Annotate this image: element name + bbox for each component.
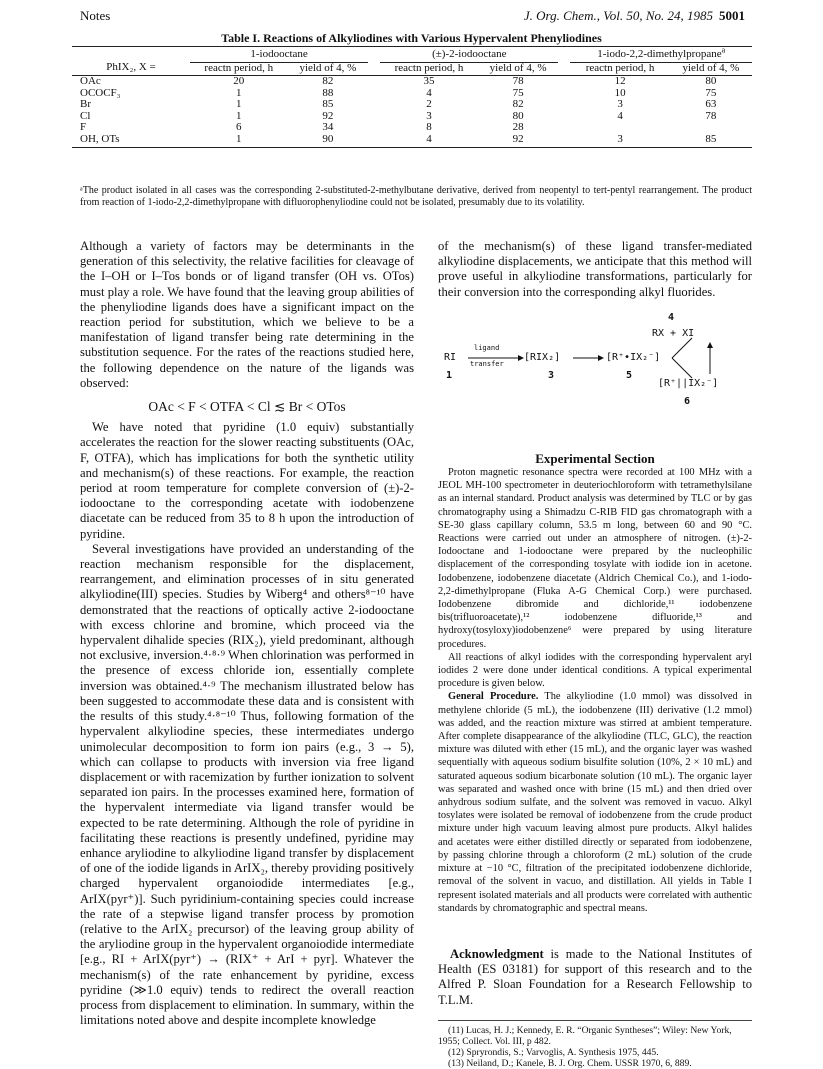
row-label: OAc bbox=[80, 75, 101, 87]
page-number: 5001 bbox=[719, 8, 745, 23]
table-cell: 34 bbox=[322, 121, 334, 133]
row-label: Cl bbox=[80, 109, 91, 122]
table-cell: 8 bbox=[426, 121, 432, 133]
paragraph: All reactions of alkyl iodides with the corresponding hypervalent aryl iodides 2 were done under identical conditions. A typical experimental procedure is given below. bbox=[438, 651, 752, 690]
references bbox=[438, 1020, 752, 1069]
left-column bbox=[80, 239, 414, 1028]
arrow-head bbox=[598, 355, 604, 361]
table-footnote: ᵃThe product isolated in all cases was the corresponding 2-substituted-2-methylbutane derivative, derived from neopentyl to tert-pentyl rearrangement. The product from reaction of 1-iodo-2,2-dimethylpropane with difluorophenyliodine could not be isolated, presumably due to its volatility. bbox=[80, 185, 752, 208]
intermediate-6: [R⁺||IX₂⁻] bbox=[658, 378, 719, 389]
compound-number-3: 3 bbox=[548, 370, 555, 381]
table-cell: 20 bbox=[233, 75, 245, 87]
group-header-2: (±)-2-iodooctane bbox=[380, 47, 558, 63]
row-label: OCOCF₃ bbox=[80, 86, 121, 99]
table-cell: 28 bbox=[512, 121, 524, 133]
group-header-3: 1-iodo-2,2-dimethylpropane$^a$ bbox=[570, 47, 752, 63]
sub-header: yield of 4, % bbox=[478, 62, 559, 76]
paragraph: Several investigations have provided an understanding of the reaction mechanism responsible for the displacement, rearrangement, and elimination processes of in situ generated alkyliodine(III) species. Studies by Wiberg⁴ and others⁸⁻¹⁰ have demonstrated that the reactions of optically active 2-iodooctane with excess chlorine and bromine, which proceed via the hypervalent dihalide species (RIX₂), yield predominant, although not exclusive, inversion.⁴·⁸·⁹ When chlorination was performed in the presence of excess chloride ion, essentially complete inversion was obtained.⁴·⁹ The mechanism illustrated below has been suggested to accommodate these data and is consistent with the results of this study.⁴·⁸⁻¹⁰ Thus, following formation of the hypervalent alkyliodine species, these intermediates undergo unimolecular decomposition to form ion pairs (e.g., 3 → 5), which can collapse to products with inversion via free ligand displacement or with racemization by further ionization to solvent separated ion pairs. In the processes examined here, formation of the hypervalent intermediate via ligand transfer would be expected to be rate determining. Although the role of pyridine in facilitating these reactions is presently undefined, pyridine may enhance aryliodine to alkyliodine ligand transfer by displacement of one of the iodide ligands in ArIX₂, thereby providing positively charged hypervalent organoiodide intermediates [e.g., ArIX(pyr⁺)]. Such pyridinium-containing species could increase the rate of a stepwise ligand transfer process by promotion (relative to the ArIX₂ precursor) of the leaving group ability of the aryliodine group in the hypervalent organoiodide intermediate [e.g., RI + ArIX(pyr⁺) → (RIX⁺ + ArI + pyr]. Whatever the mechanism(s) of the rate enhancement by pyridine, excess pyridine (≫1.0 equiv) tends to redirect the overall reaction process from displacement to elimination. In summary, within the limitations noted above and despite incomplete knowledge bbox=[80, 541, 414, 1028]
spacer-cell bbox=[368, 76, 380, 88]
table-cell: 12 bbox=[614, 75, 626, 87]
table-cell: 80 bbox=[512, 109, 524, 122]
compound-number-5: 5 bbox=[626, 370, 633, 381]
running-head-left: Notes bbox=[80, 8, 111, 23]
table-body bbox=[72, 76, 752, 148]
results-table bbox=[72, 46, 752, 148]
running-head-right bbox=[524, 8, 745, 24]
table-cell: 82 bbox=[322, 75, 334, 87]
table-corner bbox=[72, 47, 190, 63]
row-header: PhIX₂, X = bbox=[72, 62, 190, 76]
table-cell: 78 bbox=[512, 75, 524, 87]
table-row bbox=[72, 134, 752, 148]
table-cell: 4 bbox=[426, 86, 432, 99]
compound-number-1: 1 bbox=[446, 370, 453, 381]
table-cell: 75 bbox=[705, 86, 717, 99]
table-cell: 6 bbox=[236, 121, 242, 133]
sub-header: yield of 4, % bbox=[670, 62, 752, 76]
ligand-order-equation: OAc < F < OTFA < Cl ≲ Br < OTos bbox=[148, 399, 346, 415]
row-label: F bbox=[80, 121, 87, 133]
spacer-cell bbox=[368, 111, 380, 123]
table-row bbox=[72, 99, 752, 111]
right-column-top bbox=[438, 239, 752, 300]
table-cell: 3 bbox=[617, 98, 623, 110]
compound-number-4: 4 bbox=[668, 312, 675, 323]
sub-header: yield of 4, % bbox=[288, 62, 369, 76]
table-cell: 92 bbox=[322, 109, 334, 122]
arrow-label-bottom: transfer bbox=[470, 360, 504, 368]
paragraph: Acknowledgment is made to the National Institutes of Health (ES 03181) for support of this research and to the Alfred P. Sloan Foundation for a Research Fellowship to T.L.M. bbox=[438, 947, 752, 1007]
table-cell: 80 bbox=[705, 75, 717, 87]
spacer-cell bbox=[558, 122, 570, 134]
paragraph: of the mechanism(s) of these ligand transfer-mediated alkyliodine displacements, we anticipate that this method will prove useful in alkyliodine transformations, particularly for their conversion into the corresponding alkyl fluorides. bbox=[438, 239, 752, 299]
arrow-head bbox=[707, 342, 713, 348]
sub-header: reactn period, h bbox=[570, 62, 669, 76]
spacer-cell bbox=[558, 134, 570, 148]
paragraph: Proton magnetic resonance spectra were recorded at 100 MHz with a JEOL MH-100 spectrometer in deuteriochloroform with tetramethylsilane as an internal standard. Product analysis was determined by TLC or by gas chromatography using a Shimadzu C-RIB FID gas chromatograph with a SE-30 glass capillary column, 53.5 m long, between 60 and 90 °C. Reactions were carried out under an atmosphere of nitrogen. (±)-2-Iodooctane and 1-iodooctane were prepared by the nucleophilic displacement of the corresponding tosylate with iodide ion in acetone. Iodobenzene, iodobenzene diacetate (Aldrich Chemical Co.), and 1-iodo-2,2-dimethylpropane (Fluka A-G Chemical Corp.) were purchased. Iodobenzene dibromide and dichloride,¹¹ iodobenzene bis(trifluoroacetate),¹² iodobenzene difluoride,¹³ and hydroxy(tosyloxy)iodobenzene⁶ were prepared by using literature procedures. bbox=[438, 467, 752, 650]
table-cell: 63 bbox=[705, 98, 717, 110]
spacer-cell bbox=[368, 134, 380, 148]
compound-number-6: 6 bbox=[684, 396, 691, 407]
table-cell: 1 bbox=[236, 109, 242, 122]
spacer-cell bbox=[368, 88, 380, 100]
reference: (13) Neiland, D.; Kanele, B. J. Org. Chem. USSR 1970, 6, 889. bbox=[448, 1058, 692, 1069]
group-header-1: 1-iodooctane bbox=[190, 47, 368, 63]
table-row bbox=[72, 88, 752, 100]
table-cell: 3 bbox=[570, 134, 669, 148]
table-row bbox=[72, 76, 752, 88]
intermediate-3: [RIX₂] bbox=[524, 352, 561, 363]
table-cell: 92 bbox=[478, 134, 559, 148]
table-cell: 10 bbox=[614, 86, 626, 99]
table-cell: 88 bbox=[322, 86, 334, 99]
intermediate-5: [R⁺•IX₂⁻] bbox=[606, 352, 661, 363]
table-cell bbox=[570, 122, 669, 134]
table-cell: 1 bbox=[236, 86, 242, 99]
acknowledgment bbox=[438, 947, 752, 1008]
journal-citation: J. Org. Chem., Vol. 50, No. 24, 1985 bbox=[523, 8, 713, 23]
spacer-cell bbox=[558, 99, 570, 111]
table-row bbox=[72, 122, 752, 134]
paragraph: We have noted that pyridine (1.0 equiv) substantially accelerates the reaction for the slower reacting substituents (OAc, F, OTFA), which has implications for both the synthetic utility and mechanism(s) of these reactions. For example, the reaction period at room temperature for complete conversion of (±)-2-iodooctane to the corresponding acetate with iodobenzene diacetate can be reduced from 35 to 8 h upon the introduction of pyridine. bbox=[80, 420, 414, 541]
paragraph: Although a variety of factors may be determinants in the generation of this selectivity, the relative facilities for cleavage of the I–OH or I–Tos bonds or of ligand transfer (OH vs. OTos) must play a role. We have found that the leaving group abilities of the phenyliodine ligands does have a significant impact on the reaction period for substitution, which we believe to be a manifestation of ligand transfer being rate determining in the substitution sequence. For the rates of the reactions studied here, the following dependence on the nature of the ligands was observed: bbox=[80, 239, 414, 390]
footnote-mark: a bbox=[721, 45, 726, 55]
arrow-label-top: ligand bbox=[474, 344, 500, 352]
section-heading: Experimental Section bbox=[535, 451, 655, 466]
table-cell: 3 bbox=[426, 109, 432, 122]
sub-header: reactn period, h bbox=[380, 62, 478, 76]
arrow-head bbox=[518, 355, 524, 361]
branch-to-4 bbox=[672, 338, 692, 358]
table-cell: 2 bbox=[426, 98, 432, 110]
table-cell: 1 bbox=[236, 98, 242, 110]
reference: (11) Lucas, H. J.; Kennedy, E. R. “Organic Syntheses”; Wiley: New York, 1955; Collect. Vol. III, p 482. bbox=[438, 1025, 732, 1047]
reference: (12) Spryrondis, S.; Varvoglis, A. Synthesis 1975, 445. bbox=[448, 1047, 659, 1058]
table-cell: 4 bbox=[617, 109, 623, 122]
paragraph: General Procedure. The alkyliodine (1.0 mmol) was dissolved in methylene chloride (5 mL), the iodobenzene (III) derivative (1.2 mmol) was added, and the reaction mixture was stirred at ambient temperature. After complete disappearance of the alkyliodine (TLC, GLC), the reaction mixture was diluted with ether (15 mL), and the organic layer was washed sequentially with aqueous sodium bisulfite solution (10%, 2 × 10 mL) and saturated aqueous sodium bicarbonate solution (10 mL). The organic layer was separated and washed once with brine (15 mL) and then dried over anhydrous sodium sulfate, and the solvent was removed in vacuo. Alkyl tosylates were isolated be removal of iodobenzene from the crude product mixture under high vacuum leaving almost pure products. Alkyl halides and acetates were either distilled directly or separated from iodobenzene, by passing chlorine through a chloroform (2 mL) solution of the crude mixture at −10 °C, filtration of the precipitated iodobenzene dichloride, removal of the solvent in vacuo, and distillation. All yields in Table I represent isolated materials and all products were correlated with authentic standards by chromatographic and spectral means. bbox=[438, 691, 752, 914]
table-cell: 82 bbox=[512, 98, 524, 110]
table-cell: 4 bbox=[380, 134, 478, 148]
experimental-section bbox=[438, 466, 752, 915]
product-rx-xi: RX + XI bbox=[652, 328, 695, 339]
branch-to-6 bbox=[672, 358, 692, 378]
table-caption: Table I. Reactions of Alkyliodines with Various Hypervalent Phenyliodines bbox=[221, 31, 602, 45]
spacer-cell bbox=[368, 99, 380, 111]
reaction-scheme bbox=[438, 308, 752, 438]
table-cell: 1 bbox=[190, 134, 288, 148]
table-row bbox=[72, 111, 752, 123]
spacer-cell bbox=[558, 111, 570, 123]
table-cell: 35 bbox=[423, 75, 435, 87]
table-cell: 75 bbox=[512, 86, 524, 99]
table-cell: 78 bbox=[705, 109, 717, 122]
row-label: Br bbox=[80, 98, 91, 110]
table-cell: 85 bbox=[322, 98, 334, 110]
run-in-heading: Acknowledgment bbox=[450, 947, 544, 961]
spacer-cell bbox=[558, 88, 570, 100]
table-cell bbox=[670, 122, 752, 134]
scheme-arrows bbox=[438, 308, 752, 418]
spacer-cell bbox=[558, 76, 570, 88]
row-label: OH, OTs bbox=[72, 134, 190, 148]
table-cell: 90 bbox=[288, 134, 369, 148]
sub-header: reactn period, h bbox=[190, 62, 288, 76]
table-cell: 85 bbox=[670, 134, 752, 148]
run-in-heading: General Procedure. bbox=[448, 691, 539, 703]
reactant-ri: RI bbox=[444, 352, 457, 363]
spacer-cell bbox=[368, 122, 380, 134]
